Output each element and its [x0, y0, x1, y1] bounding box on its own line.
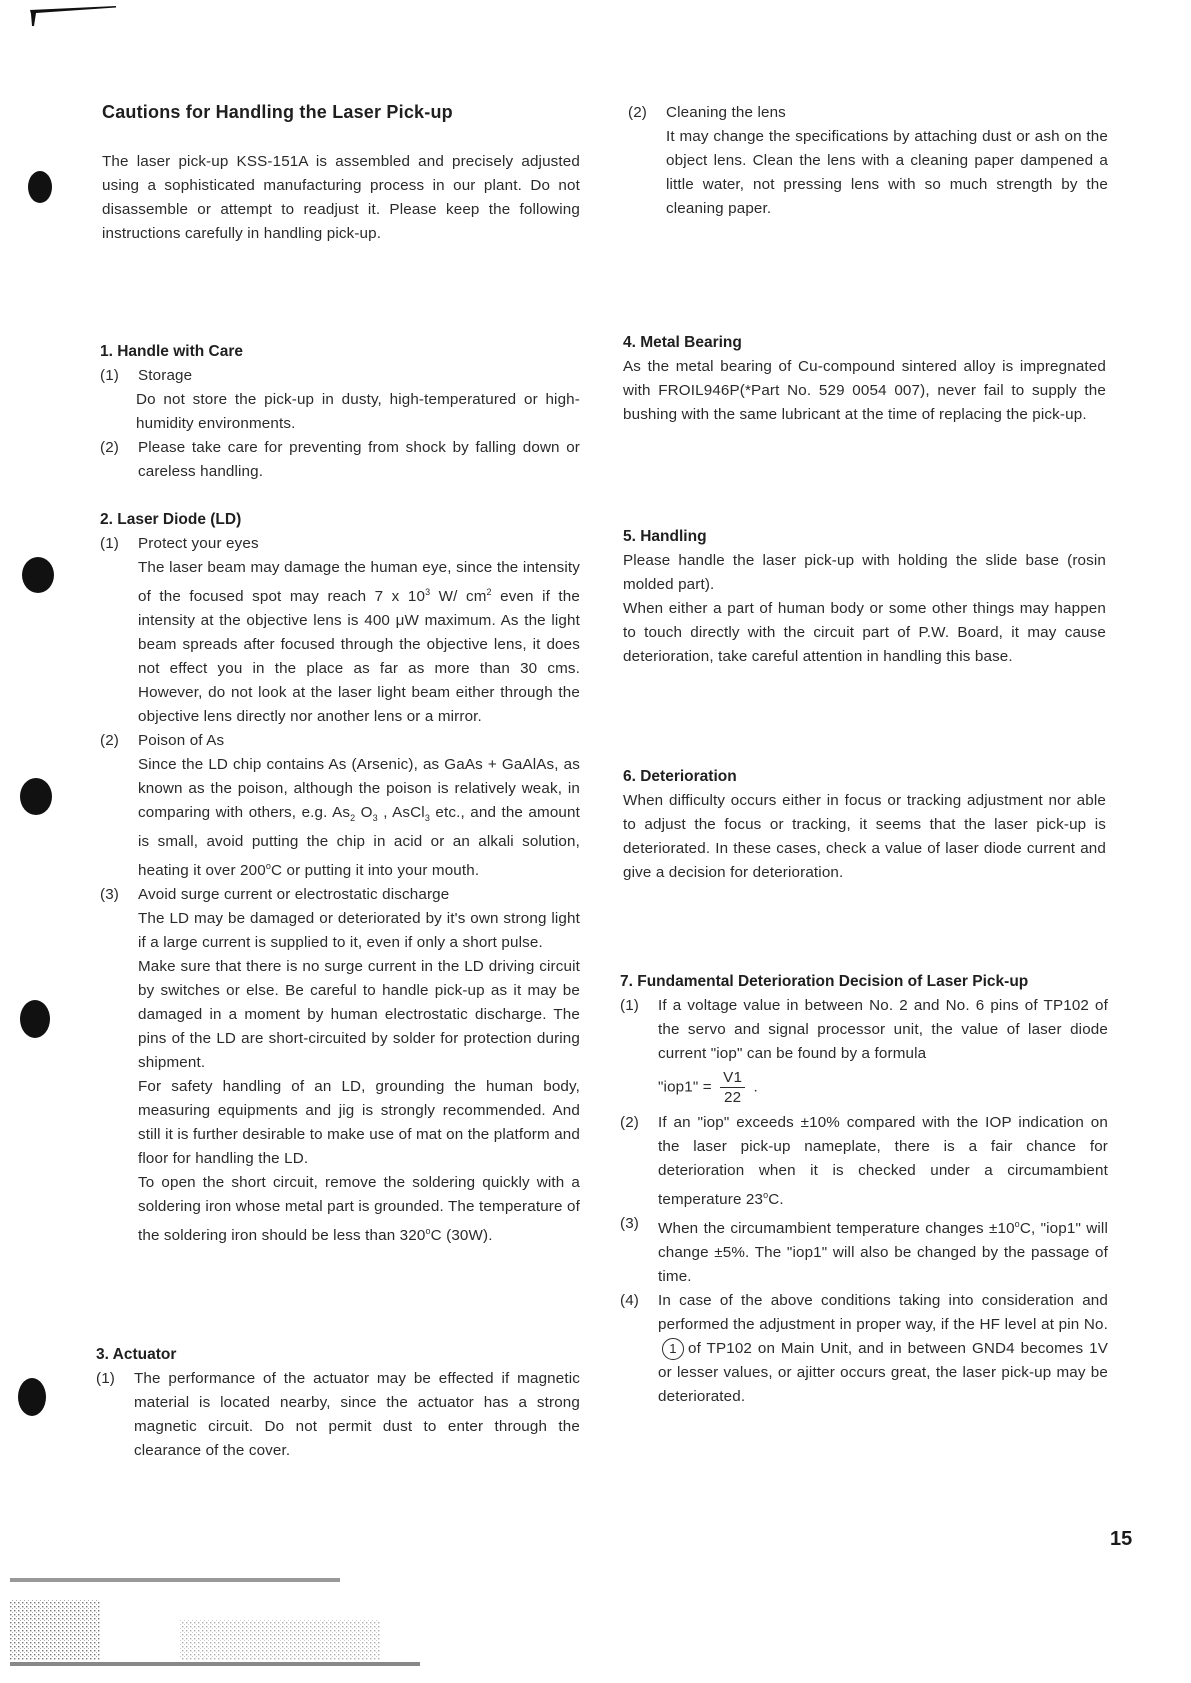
binder-hole-5 — [18, 1378, 46, 1416]
page-number: 15 — [1110, 1528, 1133, 1550]
list-item — [100, 436, 580, 484]
list-item — [100, 883, 580, 1248]
binder-hole-1 — [28, 171, 52, 203]
binder-hole-4 — [20, 1000, 50, 1038]
item-number: (1) — [100, 367, 120, 384]
binder-hole-2 — [22, 557, 54, 593]
section-metal-bearing — [623, 331, 1106, 427]
item-text: The performance of the actuator may be effected if magnetic material is located nearby, since the actuator has a strong magnetic circuit. Do not permit dust to enter through the clearance of the cover. — [134, 1370, 580, 1459]
section-fundamental-deterioration — [620, 970, 1108, 1409]
item-text: To open the short circuit, remove the soldering quickly with a soldering iron whose metal part is grounded. The temperature of the soldering iron should be less than 320$^o$C (30W). — [138, 1174, 580, 1245]
section-heading: 6. Deterioration — [623, 768, 737, 785]
section-deterioration — [623, 765, 1106, 885]
list-item — [620, 1111, 1108, 1212]
scan-noise-bottom — [10, 1570, 430, 1670]
item-number: (2) — [100, 732, 120, 750]
item-subtitle: Avoid surge current or electrostatic discharge — [138, 886, 450, 904]
item-number: (2) — [100, 439, 120, 456]
list-item — [100, 729, 580, 883]
item-number: (1) — [96, 1370, 116, 1387]
item-text: Since the LD chip contains As (Arsenic), as GaAs + GaAlAs, as known as the poison, although the poison is relatively weak, in comparing with others, e.g. $As_2$ $O_3$ , AsCl$_3$ etc., and the amount is small, avoid putting the chip in acid or an alkali solution, heating it over 200$^o$C or putting it into your mouth. — [138, 756, 580, 880]
section-handling — [623, 525, 1106, 669]
section-handle-with-care — [100, 340, 580, 484]
page-title: Cautions for Handling the Laser Pick-up — [102, 102, 453, 122]
section-text: Please handle the laser pick-up with holding the slide base (rosin molded part). — [623, 552, 1106, 593]
list-item — [100, 364, 580, 436]
item-number: (3) — [100, 886, 120, 904]
section-text: When either a part of human body or some other things may happen to touch directly with the circuit part of P.W. Board, it may cause deterioration, take careful attention in handling this base. — [623, 600, 1106, 665]
section-heading: 5. Handling — [623, 528, 707, 545]
item-subtitle: Protect your eyes — [138, 535, 259, 552]
iop-formula: "iop1" = $\frac{V1}{22}$ . — [658, 1069, 758, 1106]
section-laser-diode — [100, 508, 580, 1248]
item-text: In case of the above conditions taking into consideration and performed the adjustment in proper way, if the HF level at pin No.1 of TP102 on Main Unit, and in between GND4 becomes 1V or lesser values, or ajitter occurs great, the laser pick-up may be deteriorated. — [658, 1292, 1108, 1406]
item-text: When the circumambient temperature changes $\pm 10^oC$, "iop1" will change ±5%. The "iop1" will also be changed by the passage of time. — [658, 1219, 1108, 1286]
item-text: It may change the specifications by attaching dust or ash on the object lens. Clean the lens with a cleaning paper dampened a little water, not pressing lens with so much strength by the cleaning paper. — [666, 128, 1108, 217]
item-subtitle: Poison of As — [138, 732, 225, 750]
intro-paragraph: The laser pick-up KSS-151A is assembled and precisely adjusted using a sophisticated manufacturing process in our plant. Do not disassemble or attempt to readjust it. Please keep the following instructions carefully in handling pick-up. — [102, 153, 580, 242]
item-text: Make sure that there is no surge current in the LD driving circuit by switches or else. Be careful to handle pick-up as it may be damaged in a moment by human electrostatic discharge. The pins of the LD are short-circuited by solder for protection during shipment. — [138, 958, 580, 1072]
item-text: For safety handling of an LD, grounding the human body, measuring equipments and jig is strongly recommended. And still it is further desirable to make use of mat on the platform and floor for handling the LD. — [138, 1078, 580, 1168]
circled-number: 1 — [662, 1338, 684, 1360]
scan-corner-mark — [30, 6, 116, 28]
section-heading: 4. Metal Bearing — [623, 334, 742, 351]
item-text: The laser beam may damage the human eye, since the intensity of the focused spot may reach 7 x $10^3$ W/ $cm^2$ even if the intensity at the objective lens is 400 μW maximum. As the light beam spreads after focused through the objective lens, it does not effect you in the place as far as more than 30 cms. However, do not look at the laser light beam either through the objective lens directly nor another lens or a mirror. — [138, 559, 580, 726]
item-subtitle: Storage — [138, 367, 193, 384]
item-number: (2) — [628, 104, 648, 121]
item-number: (1) — [100, 535, 120, 552]
section-heading: 2. Laser Diode (LD) — [100, 511, 242, 528]
item-number: (3) — [620, 1215, 640, 1233]
binder-hole-3 — [20, 778, 52, 815]
list-item — [620, 994, 1108, 1111]
section-text: When difficulty occurs either in focus or tracking adjustment nor able to adjust the focus or tracking, it seems that the laser pick-up is deteriorated. In these cases, check a value of laser diode current and give a decision for deterioration. — [623, 792, 1106, 881]
item-subtitle: Cleaning the lens — [666, 104, 786, 121]
list-item — [620, 1289, 1108, 1409]
list-item — [620, 1212, 1108, 1289]
section-heading: 3. Actuator — [96, 1346, 177, 1363]
section-actuator — [96, 1343, 580, 1463]
fraction: $\frac{V1}{22}$ — [720, 1068, 745, 1107]
list-item — [96, 1367, 580, 1463]
item-number: (4) — [620, 1292, 640, 1310]
item-text: If an "iop" exceeds ±10% compared with the IOP indication on the laser pick-up nameplate, there is a fair chance for deterioration when it is checked under a circumambient temperature 23$^o$C. — [658, 1114, 1108, 1209]
section-heading: 7. Fundamental Deterioration Decision of Laser Pick-up — [620, 973, 1029, 990]
item-number: (1) — [620, 997, 640, 1014]
item-number: (2) — [620, 1114, 640, 1131]
item-text: Do not store the pick-up in dusty, high-temperatured or high-humidity environments. — [136, 391, 580, 432]
section-text: As the metal bearing of Cu-compound sintered alloy is impregnated with FROIL946P(*Part No. 529 0054 007), never fail to supply the bushing with the same lubricant at the time of replacing the pick-up. — [623, 358, 1106, 423]
section-heading: 1. Handle with Care — [100, 343, 243, 360]
item-text: Please take care for preventing from shock by falling down or careless handling. — [138, 439, 580, 480]
list-item — [100, 532, 580, 729]
item-text: If a voltage value in between No. 2 and No. 6 pins of TP102 of the servo and signal processor unit, the value of laser diode current "iop" can be found by a formula — [658, 997, 1108, 1062]
item-text: The LD may be damaged or deteriorated by it's own strong light if a large current is supplied to it, even if only a short pulse. — [138, 910, 580, 952]
cleaning-the-lens — [628, 101, 1108, 221]
